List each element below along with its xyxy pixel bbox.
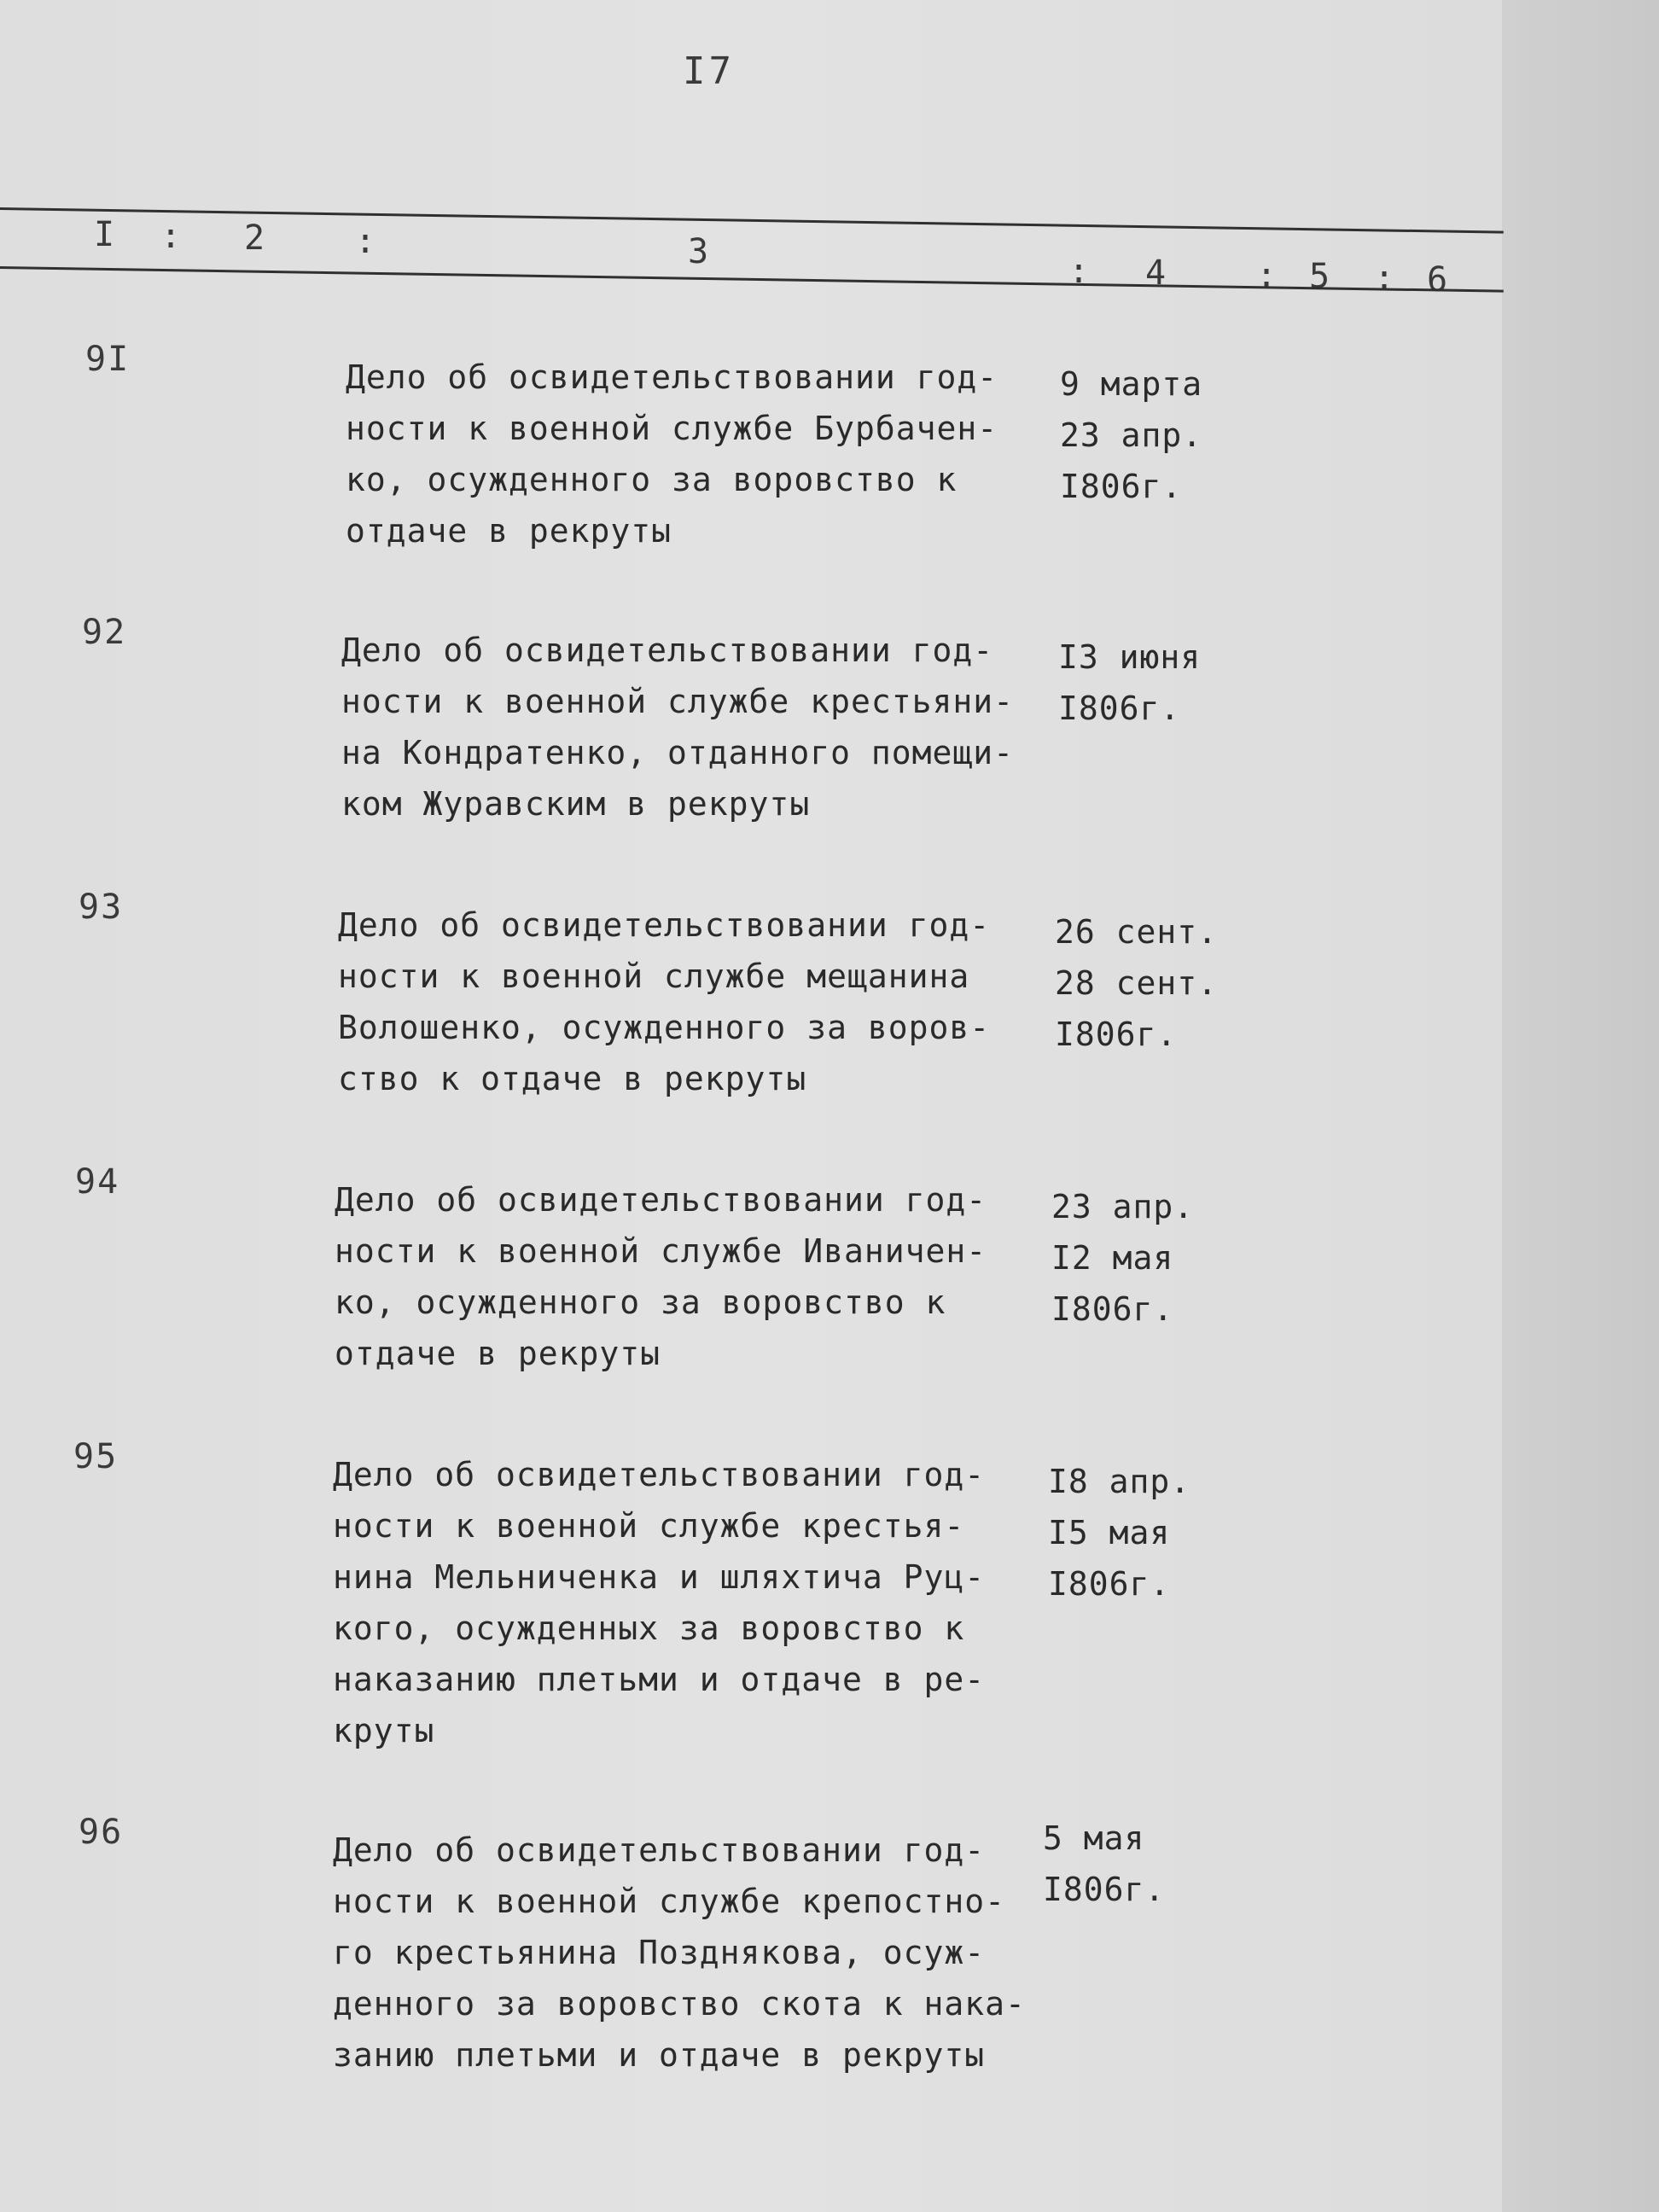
description-line: денного за воровство скота к нака- (333, 1985, 1026, 2023)
description-line: отдаче в рекруты (346, 512, 672, 550)
entry-number: 95 (73, 1437, 119, 1476)
description-line: Дело об освидетельствовании год- (346, 358, 998, 396)
column-header-4: 4 (1145, 253, 1167, 293)
entry-dates (1058, 632, 1201, 734)
column-separator: : (1374, 259, 1395, 298)
date-line: 23 апр. (1060, 416, 1203, 454)
description-line: наказанию плетьми и отдаче в ре- (333, 1661, 986, 1698)
description-line: Дело об освидетельствовании год- (333, 1456, 986, 1493)
description-line: Дело об освидетельствовании год- (333, 1831, 986, 1869)
entry-dates (1048, 1456, 1190, 1610)
date-line: I806г. (1058, 690, 1181, 727)
date-line: I2 мая (1051, 1239, 1174, 1277)
description-line: Дело об освидетельствовании год- (335, 1181, 987, 1219)
description-line: ко, осужденного за воровство к (335, 1284, 946, 1321)
description-line: на Кондратенко, отданного помещи- (341, 734, 1014, 771)
description-line: ком Журавским в рекруты (341, 785, 811, 823)
entry-number: 94 (75, 1162, 120, 1202)
column-separator: : (1068, 252, 1090, 291)
entry-dates (1060, 358, 1202, 512)
entry-dates (1055, 906, 1218, 1060)
entry-description (338, 899, 1072, 1104)
description-line: ности к военной службе Иваничен- (335, 1232, 987, 1270)
date-line: I806г. (1055, 1016, 1178, 1053)
date-line: I8 апр. (1048, 1463, 1191, 1500)
description-line: ности к военной службе Бурбачен- (346, 410, 998, 447)
entry-description (341, 625, 1075, 830)
entry-description (346, 352, 1080, 556)
table-rule-bottom (0, 266, 1504, 293)
date-line: I5 мая (1048, 1514, 1171, 1551)
column-separator: : (1256, 256, 1278, 295)
description-line: круты (333, 1712, 435, 1749)
description-line: нина Мельниченка и шляхтича Руц- (333, 1558, 986, 1596)
column-header-3: 3 (688, 232, 709, 271)
date-line: 26 сент. (1055, 913, 1219, 951)
page-number: I7 (683, 49, 735, 93)
description-line: ности к военной службе мещанина (338, 958, 970, 995)
entry-description (333, 1825, 1067, 2081)
description-line: ство к отдаче в рекруты (338, 1060, 807, 1097)
description-line: кого, осужденных за воровство к (333, 1610, 965, 1647)
date-line: 9 марта (1060, 365, 1203, 403)
table-rule-top (0, 207, 1504, 234)
column-header-2: 2 (244, 218, 265, 258)
entry-description (335, 1174, 1068, 1379)
description-line: ности к военной службе крестья- (333, 1507, 965, 1545)
description-line: го крестьянина Позднякова, осуж- (333, 1934, 986, 1971)
description-line: отдаче в рекруты (335, 1335, 661, 1372)
date-line: 28 сент. (1055, 964, 1219, 1002)
description-line: занию плетьми и отдаче в рекруты (333, 2036, 986, 2074)
date-line: 5 мая (1043, 1819, 1145, 1857)
date-line: I806г. (1060, 468, 1183, 505)
column-header-1: I (94, 215, 115, 254)
date-line: I806г. (1051, 1290, 1174, 1328)
description-line: Дело об освидетельствовании год- (341, 632, 994, 669)
column-separator: : (160, 217, 182, 256)
entry-dates (1043, 1813, 1165, 1915)
date-line: 23 апр. (1051, 1188, 1195, 1225)
date-line: I806г. (1048, 1565, 1171, 1603)
entry-dates (1051, 1181, 1194, 1335)
description-line: Дело об освидетельствовании год- (338, 906, 991, 944)
date-line: I3 июня (1058, 638, 1202, 676)
description-line: ности к военной службе крепостно- (333, 1883, 1005, 1920)
description-line: Волошенко, осужденного за воров- (338, 1009, 991, 1046)
column-separator: : (355, 222, 376, 261)
entry-number: 96 (79, 1813, 124, 1852)
column-header-5: 5 (1309, 257, 1330, 296)
description-line: ко, осужденного за воровство к (346, 461, 958, 498)
entry-description (333, 1449, 1067, 1756)
entry-number: 92 (82, 613, 127, 652)
column-header-6: 6 (1427, 260, 1448, 300)
entry-number: 93 (79, 888, 124, 927)
description-line: ности к военной службе крестьяни- (341, 683, 1014, 720)
date-line: I806г. (1043, 1871, 1166, 1908)
entry-number: 9I (85, 340, 131, 379)
